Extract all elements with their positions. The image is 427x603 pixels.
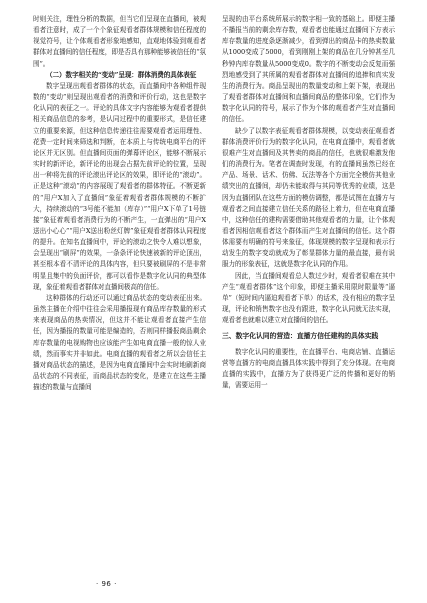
left-paragraph-3: 这种群体的行动还可以通过商品状态的变动表征出来。虽然主播在介绍中往往会采用播报现有商品库存数量的形式来表现商品的热卖情况，但这并不能让观看者直接产生信任，因为播报的数量可能是编造的，否则同样播报商品剩余库存数量的电视购物也应该能产生如电商直播一般的惊人业绩，然而事实并非如此。电商直播的观看者之所以会信任主播对商品状态的描述，是因为电商直播间中会实时地刷新商品状态的不同表征，而商品状态的变化，是建立在这些主播描述的数量与直播间 xyxy=(33,293,206,392)
left-paragraph-1: 时则关注，理性分析的数据，但当它们呈现在直播间，被观看者注意时，成了一个个象征观看者群体规模和信任程度的视觉符号，让个体观看者形象地感知，直观地体验到观看者群体对直播间的信任程度，即是否具有那种能够被信任的“氛围”。 xyxy=(33,15,206,68)
right-paragraph-4: 数字化认同的重要性，在直播平台、电商店铺、直播运营等直播方的电商直播具体实践中得到了充分体现。在电商直播的实践中，直播方为了获得更广泛的传播和更好的销量，需要运用一 xyxy=(222,347,395,389)
section-subheading: （二）数字相关的“变动”呈现：群体消费的具体表征 xyxy=(46,70,197,79)
page-number: · 96 · xyxy=(96,580,117,588)
left-paragraph-2: 数字呈现出观看者群体的状态，而直播间中各种组件现数的“变动”则呈现出观看者的消费和评价行动，这也是数字化认同的表征之一。评论的具体文字内容能够为观看者提供相关商品信息的参考，是认同过程中的重要形式，是信任建立的重要来源，但这种信息传递往往需要观看者运用理性、花费一定时间来筛选和判断，在本质上与传统电商平台的评论区并无区别。但直播间页面的弹幕评论区，能够不断展示实时的新评论，新评论的出现会占据先前评论的位置，呈现出一种将先前的评论滚出评论区的效果，即评论的“滚动”。正是这种“滚动”的内容展现了观看者的群体特征。不断更新的“用户X加入了直播间”象征着观看者群体规模的不断扩大，持续滚动的“3号能不能加（库存）”“用户X下单了1号链接”象征着观看者消费行为的不断产生，一直弹出的“用户X送出小心心”“用户X送出粉丝灯牌”象征观看者群体认同程度的提升。在知名直播间中，评论的滚动之快令人难以想象，会呈现出“刷屏”的效果，一条条评论快速被新的评论顶出，甚至根本看不清评论的具体内容，但只要被刷屏的不是非常明显且集中的负面评价，都可以看作是数字化认同的典型体现，象征着观看者群体对直播间极高的信任。 xyxy=(33,81,206,291)
section-heading: 三、数字化认同的营造：直播方信任建构的具体实践 xyxy=(222,332,379,341)
right-column xyxy=(222,14,395,391)
left-column xyxy=(33,14,206,393)
right-paragraph-3: 因此，当直播间观看总人数过少时，观看者很难在其中产生“观看者群体”这个印象，即便主播采用限时限量等“逼单”（短时间内逼迫观看者下单）的话术，没有相应的数字呈现，评论和销售数字也没有跟进，数字化认同就无法实现，观看者也就难以建立对直播间的信任。 xyxy=(222,271,395,325)
right-paragraph-2: 缺少了以数字表征观看者群体规模，以变动表征观看者群体消费评价行为的数字化认同，在电商直播中，观看者就很难产生对直播间及其售卖的商品的信任，也就很难激发他们的消费行为。笔者在调查时发现，有的直播间虽然已经在产品、场景、话术、仿佛、玩法等各个方面完全模仿其他业绩突出的直播间，却仍未能取得与其同等优秀的业绩，这是因为直播团队在这些方面的模仿调整，都是试图在直播方与观看者之间直接建立信任关系的路径上着力，但在电商直播中，这种信任的建构需要借助其他观看者的力量，让个体观看者因相信观看者这个群体而产生对直播间的信任。这个群体需要有明确的符号来象征，体现规模的数字呈现和表示行动发生的数字变动就成为了彰显群体力量的最直接，最有说服力的形象表征，这就是数字化认同的作用。 xyxy=(222,126,395,269)
right-paragraph-1: 呈现的由平台系统所展示的数字相一致的基础上。即便主播不播报当前的剩余库存数，观看者也能通过直播间下方表示库存数量的进度条逐渐减少，看到弹出的商品卡的热卖数量从1000变成了5000，看到刚刚上架的商品在几分钟甚至几秒钟内库存数量从5000变成0。数字的不断变动会反复而强烈地感受到了其所属的观看者群体对直播间的追捧和真实发生的消费行为。商品呈现出的数量变动和上架下架，表现出了观看者群体对直播间和直播间商品的整体印象，它们作为数字化认同的符号，展示了作为个体的观看者产生对直播间的信任。 xyxy=(222,15,395,124)
